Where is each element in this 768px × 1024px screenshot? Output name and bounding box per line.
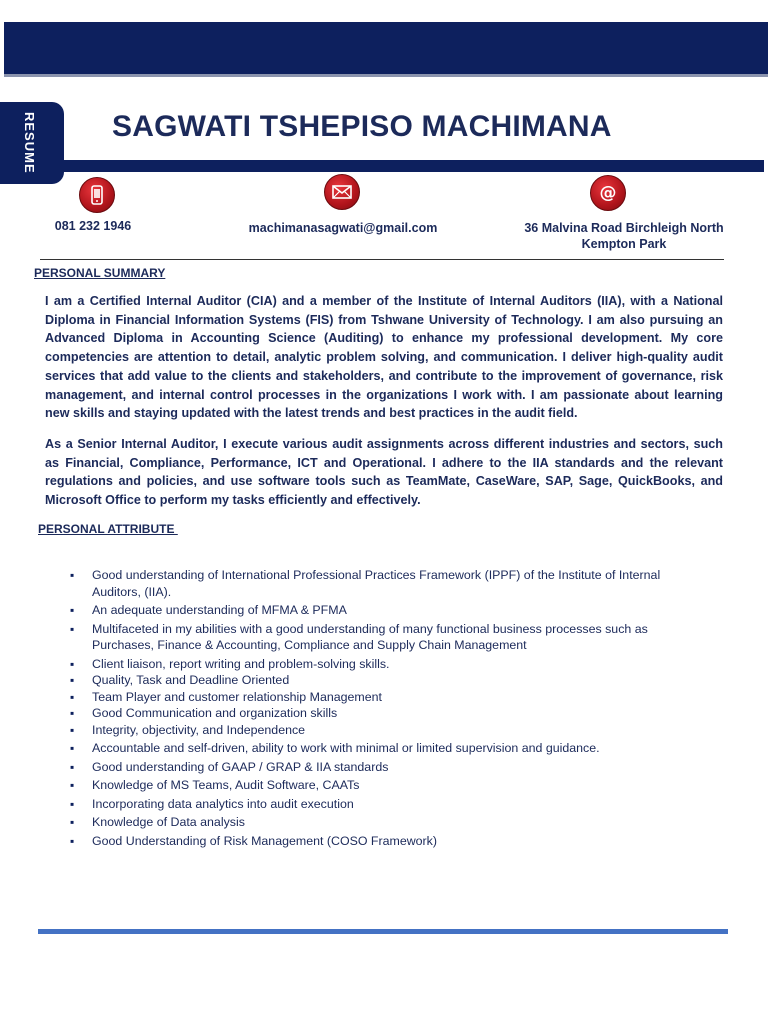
phone-number: 081 232 1946 <box>54 219 132 233</box>
list-item: ▪ Accountable and self-driven, ability to work with minimal or limited supervision and guidance. <box>70 740 710 757</box>
email-address: machimanasagwati@gmail.com <box>248 221 438 235</box>
list-item: ▪ Team Player and customer relationship Management <box>70 689 710 706</box>
name-underline-bar <box>64 160 764 172</box>
summary-paragraph-1: I am a Certified Internal Auditor (CIA) and a member of the Institute of Internal Auditors (IIA), with a National Diploma in Financial Information Systems (FIS) from Tshwane University of Technology. I am also pursuing an Advanced Diploma in Accounting Science (Auditing) to enhance my professional development. My core competencies are attention to detail, analytic problem solving, and communication. I deliver high-quality audit services that add value to the clients and stakeholders, and contribute to the improvement of governance, risk management, and internal control processes in the organizations I work with. I am passionate about learning new skills and staying updated with the latest trends and best practices in the audit field. <box>45 294 723 421</box>
list-item: ▪ Knowledge of Data analysis <box>70 814 710 831</box>
list-item: ▪ Good Understanding of Risk Management (COSO Framework) <box>70 833 710 850</box>
personal-attribute-heading: PERSONAL ATTRIBUTE <box>38 522 178 536</box>
at-sign-icon <box>590 175 626 211</box>
summary-paragraph-2: As a Senior Internal Auditor, I execute various audit assignments across different industries and sectors, such as Financial, Compliance, Performance, ICT and Operational. I adhere to the IIA standards and the relevant regulations and policies, and use software tools such as TeamMate, CaseWare, SAP, Sage, QuickBooks, and Microsoft Office to perform my tasks efficiently and effectively. <box>45 436 723 508</box>
envelope-icon <box>324 174 360 210</box>
list-item: ▪ Client liaison, report writing and problem-solving skills. <box>70 656 710 673</box>
list-item: ▪ An adequate understanding of MFMA & PFMA <box>70 602 710 619</box>
list-item: ▪ Quality, Task and Deadline Oriented <box>70 672 710 689</box>
candidate-name: SAGWATI TSHEPISO MACHIMANA <box>112 110 612 143</box>
phone-icon <box>79 177 115 213</box>
list-item: ▪ Good Communication and organization skills <box>70 705 710 722</box>
resume-tab <box>0 102 64 184</box>
list-item: ▪ Good understanding of GAAP / GRAP & IIA standards <box>70 759 710 776</box>
footer-rule <box>38 929 728 934</box>
attribute-list <box>70 565 710 851</box>
address-line-2: Kempton Park <box>581 237 667 251</box>
list-item: ▪ Good understanding of International Professional Practices Framework (IPPF) of the Institute of Internal Auditors, (IIA). <box>70 567 710 600</box>
contact-divider <box>40 259 724 260</box>
list-item: ▪ Integrity, objectivity, and Independence <box>70 722 710 739</box>
personal-summary <box>45 292 723 522</box>
list-item: ▪ Incorporating data analytics into audit execution <box>70 796 710 813</box>
list-item: ▪ Knowledge of MS Teams, Audit Software, CAATs <box>70 777 710 794</box>
personal-summary-heading: PERSONAL SUMMARY <box>34 266 166 280</box>
resume-tab-label: RESUME <box>22 112 37 174</box>
address-line-1: 36 Malvina Road Birchleigh North <box>524 221 724 235</box>
list-item: ▪ Multifaceted in my abilities with a good understanding of many functional business processes such as Purchases, Finance & Accounting, Compliance and Supply Chain Management <box>70 621 710 654</box>
svg-text:@: @ <box>599 183 617 203</box>
header-band <box>4 22 768 77</box>
address <box>518 220 730 252</box>
